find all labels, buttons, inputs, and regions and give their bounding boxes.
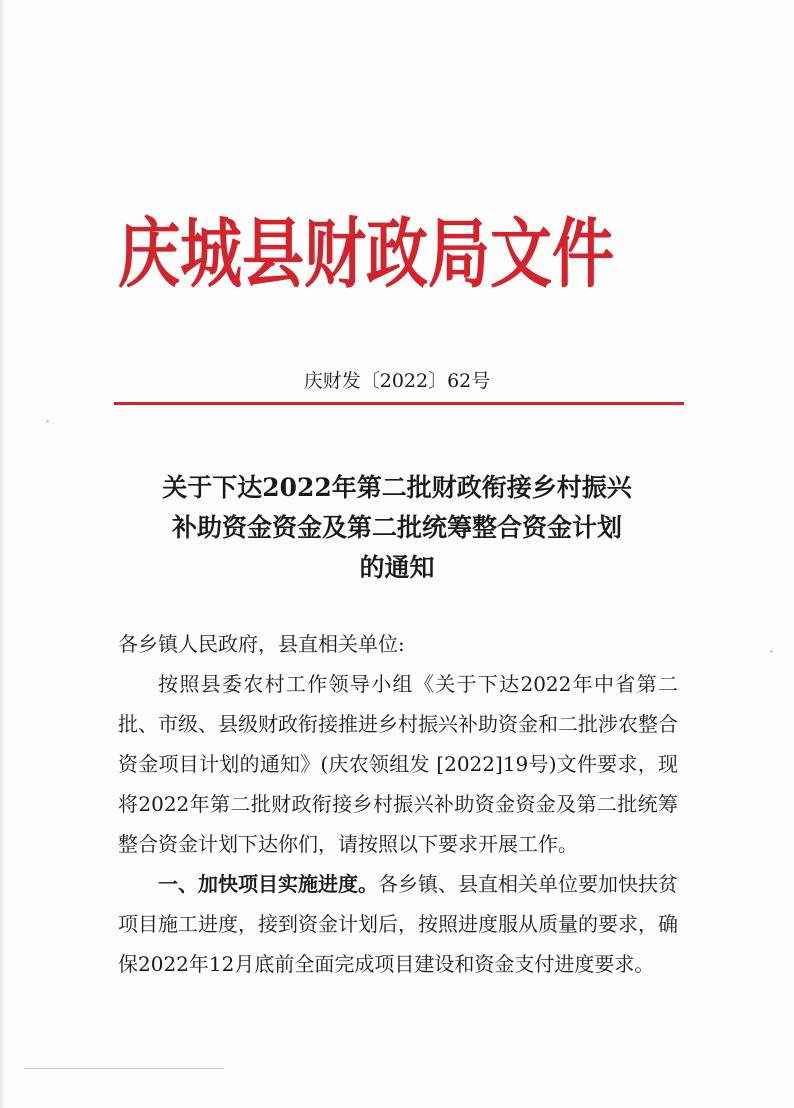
red-divider-line [114, 402, 684, 405]
section-1-text: 各乡镇、县直相关单位要加快扶贫项目施工进度，接到资金计划后，按照进度服从质量的要求，确保2022年12月底前全面完成项目建设和资金支付进度要求。 [118, 872, 678, 976]
notice-title-line: 的通知 [359, 553, 435, 582]
section-1 [118, 864, 678, 984]
agency-header-title: 庆城县财政局文件 [118, 209, 615, 299]
document-number: 庆财发〔2022〕62号 [303, 370, 491, 392]
document-body [118, 624, 678, 984]
section-1-heading: 一、加快项目实施进度。 [158, 872, 378, 896]
notice-title-line: 关于下达2022年第二批财政衔接乡村振兴 [162, 473, 632, 502]
scan-dot [770, 650, 773, 653]
scan-artifact-line [24, 1068, 224, 1069]
notice-title [90, 468, 704, 588]
paragraph-1: 按照县委农村工作领导小组《关于下达2022年中省第二批、市级、县级财政衔接推进乡村振兴补助资金和二批涉农整合资金项目计划的通知》(庆农领组发 [2022]19号)文件要求，现将2022年第二批财政衔接乡村振兴补助资金资金及第二批统筹整合资金计划下达你们，请按照以下要求开展工作。 [118, 672, 678, 856]
notice-title-line: 补助资金资金及第二批统筹整合资金计划 [171, 513, 622, 542]
scan-edge [0, 0, 6, 1108]
scan-dot [46, 420, 49, 423]
salutation: 各乡镇人民政府，县直相关单位: [118, 632, 405, 656]
